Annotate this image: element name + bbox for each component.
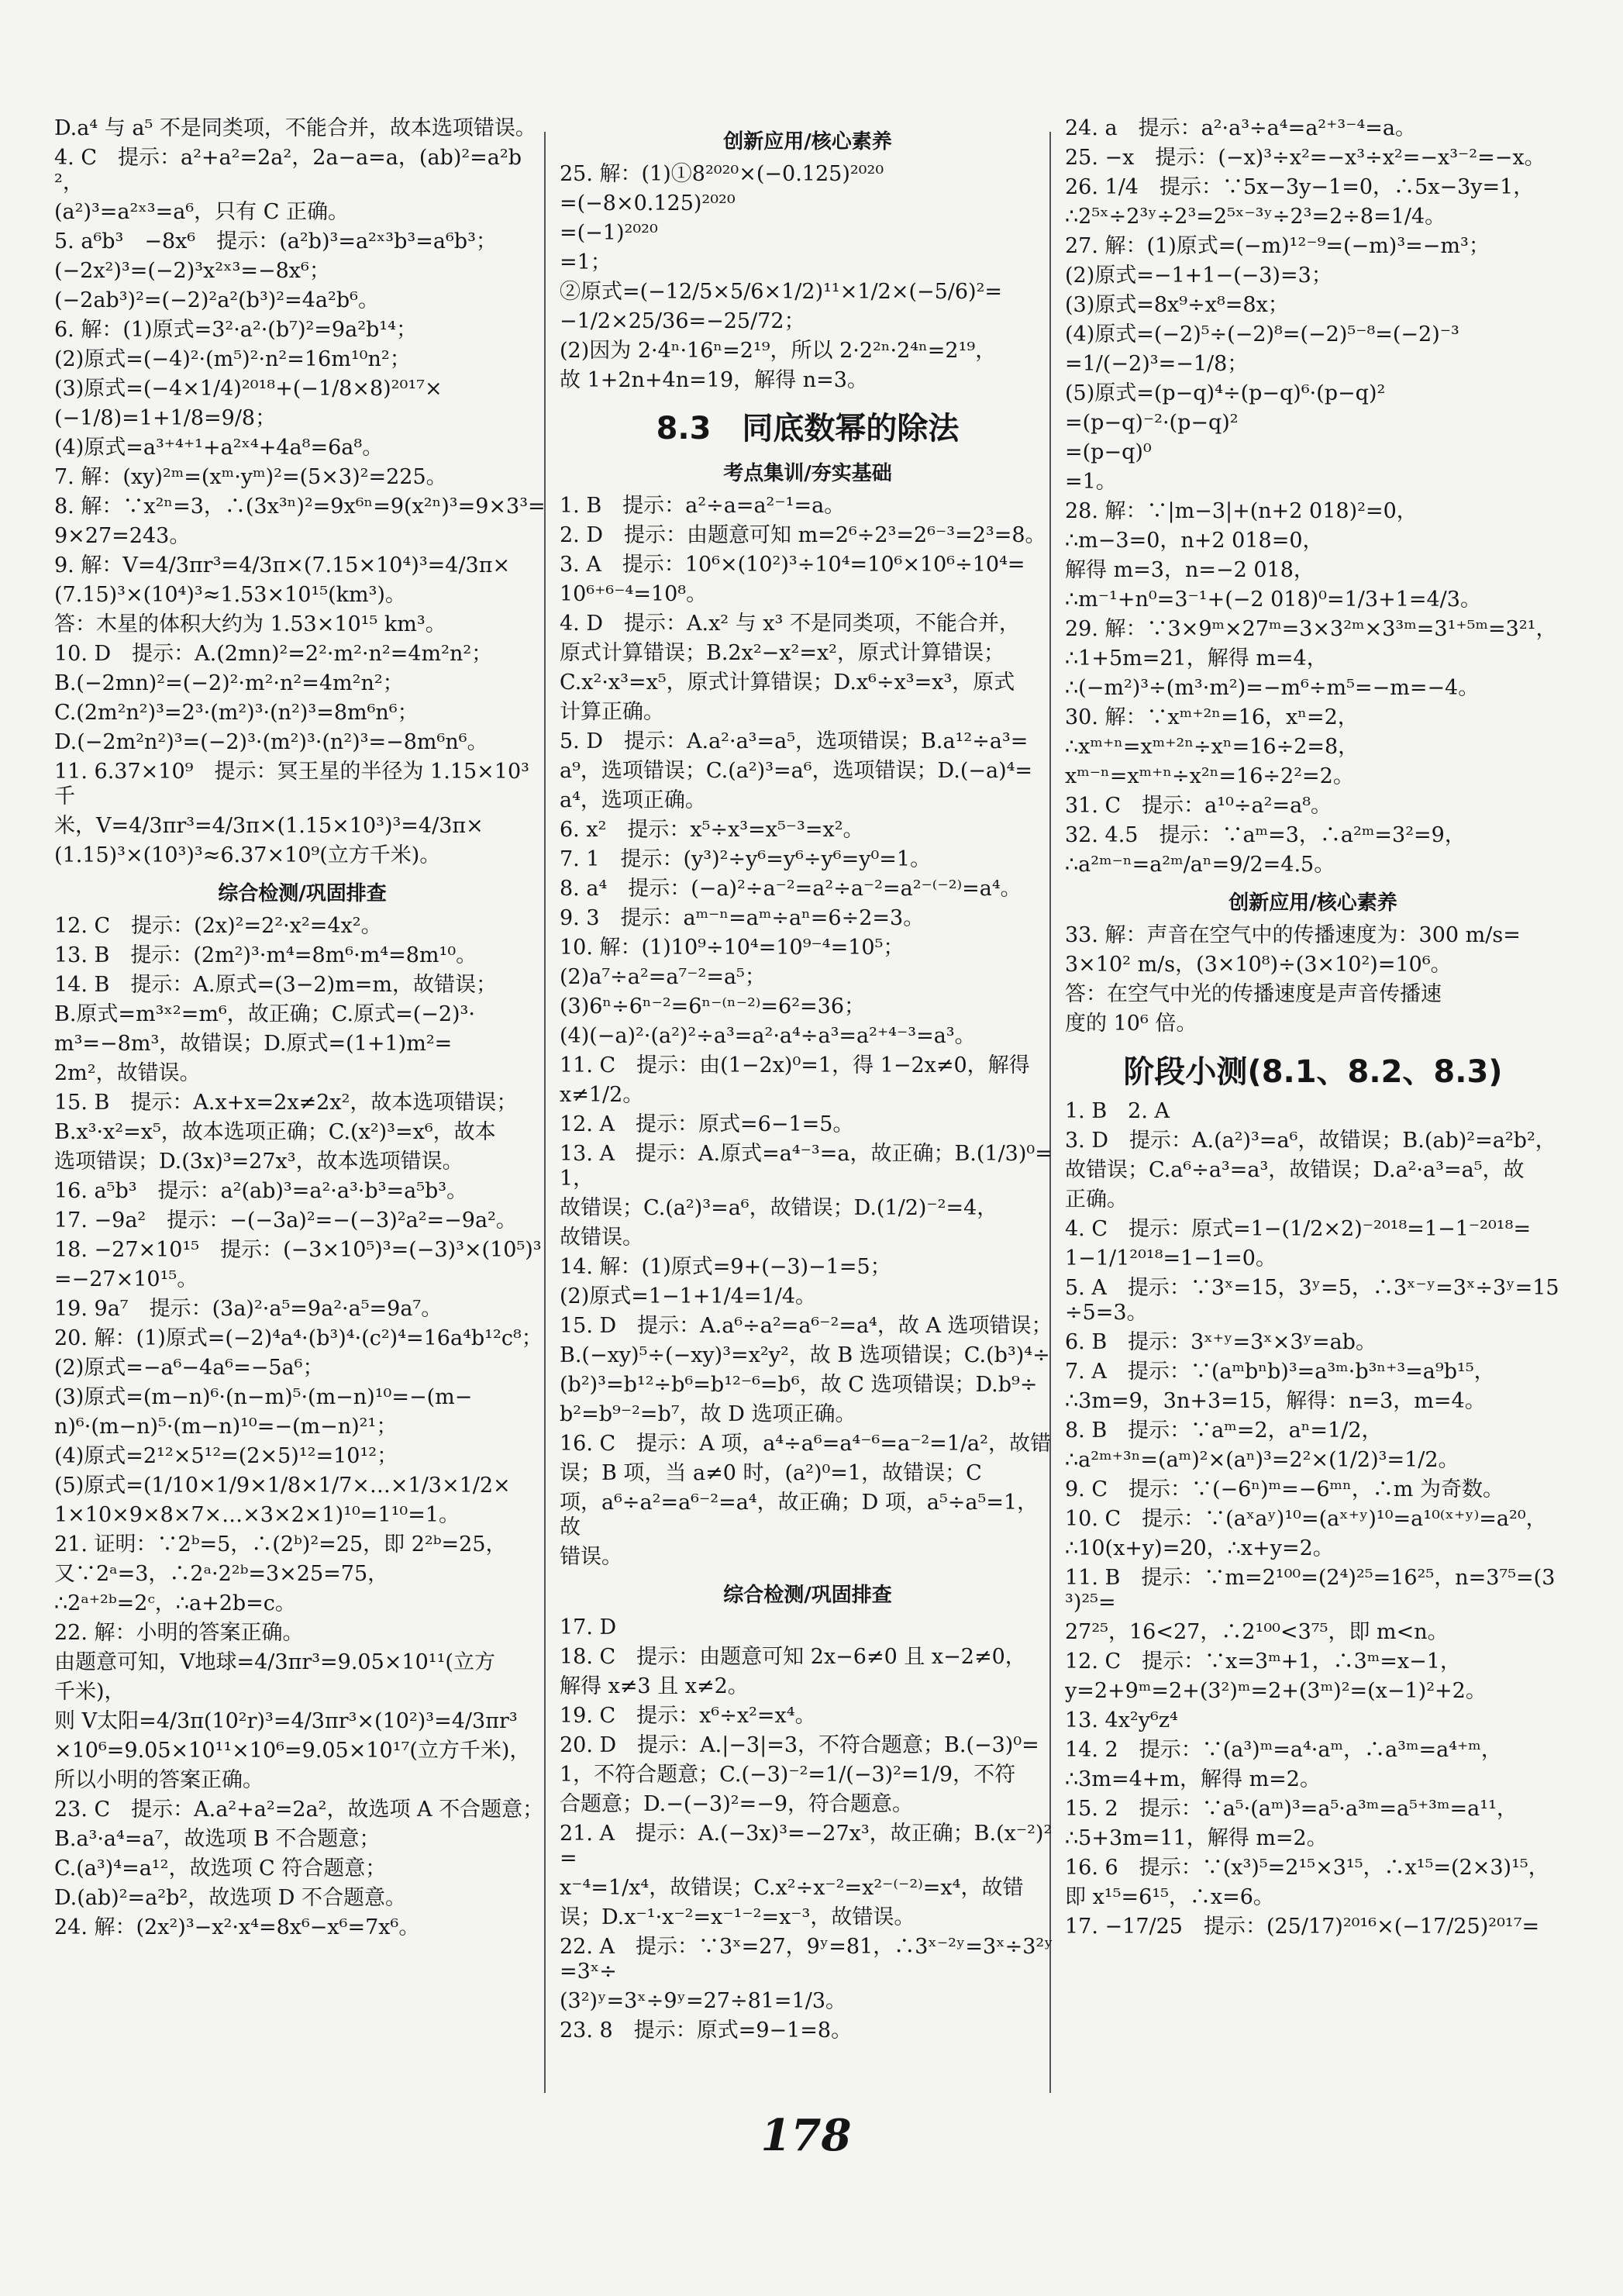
answer-line: 10. C 提示：∵(aˣaʸ)¹⁰=(aˣ⁺ʸ)¹⁰=a¹⁰⁽ˣ⁺ʸ⁾=a²⁰， bbox=[1065, 1507, 1547, 1531]
answer-line: =(−1)²⁰²⁰ bbox=[560, 221, 658, 245]
answer-line: 1. B 提示：a²÷a=a²⁻¹=a。 bbox=[560, 494, 846, 518]
answer-line: 13. B 提示：(2m²)³·m⁴=8m⁶·m⁴=8m¹⁰。 bbox=[54, 943, 477, 967]
answer-line: x≠1/2。 bbox=[560, 1083, 644, 1107]
answer-line: 选项错误；D.(3x)³=27x³，故本选项错误。 bbox=[54, 1150, 463, 1174]
answer-line: ∴a²ᵐ⁻ⁿ=a²ᵐ/aⁿ=9/2=4.5。 bbox=[1065, 853, 1335, 877]
answer-line: 解得 m=3，n=−2 018， bbox=[1065, 558, 1315, 582]
answer-line: 11. C 提示：由(1−2x)⁰=1，得 1−2x≠0，解得 bbox=[560, 1053, 1030, 1077]
answer-line: 6. B 提示：3ˣ⁺ʸ=3ˣ×3ʸ=ab。 bbox=[1065, 1330, 1377, 1354]
answer-line: 6. x² 提示：x⁵÷x³=x⁵⁻³=x²。 bbox=[560, 818, 864, 842]
answer-line: 14. 2 提示：∵(a³)ᵐ=a⁴·aᵐ，∴a³ᵐ=a⁴⁺ᵐ， bbox=[1065, 1738, 1502, 1762]
answer-line: (2)原式=(−4)²·(m⁵)²·n²=16m¹⁰n²； bbox=[54, 347, 411, 371]
answer-line: 14. B 提示：A.原式=(3−2)m=m，故错误； bbox=[54, 973, 497, 997]
answer-line: 21. 证明：∵2ᵇ=5，∴(2ᵇ)²=25，即 2²ᵇ=25， bbox=[54, 1532, 507, 1557]
answer-line: (2)原式=−1+1−(−3)=3； bbox=[1065, 264, 1332, 288]
answer-line: =(−8×0.125)²⁰²⁰ bbox=[560, 191, 736, 215]
answer-line: C.x²·x³=x⁵，原式计算错误；D.x⁶÷x³=x³，原式 bbox=[560, 671, 1015, 695]
answer-line: 原式计算错误；B.2x²−x²=x²，原式计算错误； bbox=[560, 641, 1004, 665]
answer-line: 8. a⁴ 提示：(−a)²÷a⁻²=a²÷a⁻²=a²⁻⁽⁻²⁾=a⁴。 bbox=[560, 877, 1022, 901]
answer-line: 19. C 提示：x⁶÷x²=x⁴。 bbox=[560, 1704, 816, 1728]
answer-line: 33. 解：声音在空气中的传播速度为：300 m/s= bbox=[1065, 923, 1521, 947]
answer-line: 故错误；C.(a²)³=a⁶，故错误；D.(1/2)⁻²=4， bbox=[560, 1196, 998, 1220]
answer-line: 22. A 提示：∵3ˣ=27，9ʸ=81，∴3ˣ⁻²ʸ=3ˣ÷3²ʸ=3ˣ÷ bbox=[560, 1935, 1053, 1984]
answer-line: 11. 6.37×10⁹ 提示：冥王星的半径为 1.15×10³ 千 bbox=[54, 760, 536, 808]
answer-line: (−1/8)=1+1/8=9/8； bbox=[54, 406, 277, 430]
answer-line: ②原式=(−12/5×5/6×1/2)¹¹×1/2×(−5/6)²= bbox=[560, 280, 1003, 304]
answer-line: (5)原式=(1/10×1/9×1/8×1/7×…×1/3×1/2× bbox=[54, 1474, 511, 1498]
answer-line: 18. C 提示：由题意可知 2x−6≠0 且 x−2≠0， bbox=[560, 1645, 1026, 1669]
answer-line: (4)原式=2¹²×5¹²=(2×5)¹²=10¹²； bbox=[54, 1444, 398, 1468]
answer-line: (4)原式=a³⁺⁴⁺¹+a²ˣ⁴+4a⁸=6a⁸。 bbox=[54, 436, 384, 460]
answer-line: 项，a⁶÷a²=a⁶⁻²=a⁴，故正确；D 项，a⁵÷a⁵=1，故 bbox=[560, 1491, 1039, 1539]
answer-line: a⁴，选项正确。 bbox=[560, 788, 706, 812]
answer-line: 故错误。 bbox=[560, 1226, 643, 1250]
answer-line: 12. C 提示：(2x)²=2²·x²=4x²。 bbox=[54, 914, 382, 938]
answer-line: 计算正确。 bbox=[560, 700, 664, 724]
answer-line: (3)6ⁿ÷6ⁿ⁻²=6ⁿ⁻⁽ⁿ⁻²⁾=6²=36； bbox=[560, 995, 866, 1019]
answer-line: B.(−2mn)²=(−2)²·m²·n²=4m²n²； bbox=[54, 671, 404, 695]
answer-line: 22. 解：小明的答案正确。 bbox=[54, 1621, 304, 1645]
answer-line: 28. 解：∵|m−3|+(n+2 018)²=0， bbox=[1065, 499, 1418, 523]
answer-line: 则 V太阳=4/3π(10²r)³=4/3πr³×(10²)³=4/3πr³ bbox=[54, 1709, 518, 1733]
answer-line: 错误。 bbox=[560, 1545, 622, 1569]
answer-line: 12. A 提示：原式=6−1=5。 bbox=[560, 1112, 854, 1136]
answer-line: (−2ab³)²=(−2)²a²(b³)²=4a²b⁶。 bbox=[54, 288, 379, 312]
answer-line: ∴(−m²)³÷(m³·m²)=−m⁶÷m⁵=−m=−4。 bbox=[1065, 676, 1480, 700]
answer-line: 13. A 提示：A.原式=a⁴⁻³=a，故正确；B.(1/3)⁰=1， bbox=[560, 1142, 1053, 1191]
answer-line: 29. 解：∵3×9ᵐ×27ᵐ=3×3²ᵐ×3³ᵐ=3¹⁺⁵ᵐ=3²¹， bbox=[1065, 617, 1557, 641]
answer-line: 25. 解：(1)①8²⁰²⁰×(−0.125)²⁰²⁰ bbox=[560, 162, 884, 186]
answer-line: 20. D 提示：A.|−3|=3，不符合题意；B.(−3)⁰= bbox=[560, 1733, 1039, 1757]
answer-line: (2)原式=−a⁶−4a⁶=−5a⁶； bbox=[54, 1356, 324, 1380]
answer-line: 4. C 提示：a²+a²=2a²，2a−a=a，(ab)²=a²b²， bbox=[54, 146, 522, 195]
answer-line: 30. 解：∵xᵐ⁺²ⁿ=16，xⁿ=2， bbox=[1065, 705, 1359, 729]
answer-line: 3. D 提示：A.(a²)³=a⁶，故错误；B.(ab)²=a²b²， bbox=[1065, 1129, 1556, 1153]
answer-line: xᵐ⁻ⁿ=xᵐ⁺ⁿ÷x²ⁿ=16÷2²=2。 bbox=[1065, 764, 1354, 788]
answer-line: C.(2m²n²)³=2³·(m²)³·(n²)³=8m⁶n⁶； bbox=[54, 701, 419, 725]
answer-line: 5. A 提示：∵3ˣ=15，3ʸ=5，∴3ˣ⁻ʸ=3ˣ÷3ʸ=15÷5=3。 bbox=[1065, 1276, 1559, 1325]
answer-line: 米，V=4/3πr³=4/3π×(1.15×10³)³=4/3π× bbox=[54, 814, 484, 838]
answer-line: 19. 9a⁷ 提示：(3a)²·a⁵=9a²·a⁵=9a⁷。 bbox=[54, 1297, 443, 1321]
answer-line: (−2x²)³=(−2)³x²ˣ³=−8x⁶； bbox=[54, 259, 330, 283]
answer-line: =1； bbox=[560, 250, 612, 274]
answer-line: 1. B 2. A bbox=[1065, 1099, 1170, 1123]
answer-line: D.a⁴ 与 a⁵ 不是同类项，不能合并，故本选项错误。 bbox=[54, 116, 536, 140]
answer-line: 由题意可知，V地球=4/3πr³=9.05×10¹¹(立方 bbox=[54, 1650, 495, 1674]
answer-line: ∴2⁵ˣ÷2³ʸ÷2³=2⁵ˣ⁻³ʸ÷2³=2÷8=1/4。 bbox=[1065, 205, 1446, 229]
answer-line: B.(−xy)⁵÷(−xy)³=x²y²，故 B 选项错误；C.(b³)⁴÷ bbox=[560, 1343, 1050, 1367]
answer-line: −1/2×25/36=−25/72； bbox=[560, 309, 805, 333]
answer-line: 故 1+2n+4n=19，解得 n=3。 bbox=[560, 368, 868, 392]
answer-line: (3)原式=8x⁹÷x⁸=8x； bbox=[1065, 293, 1289, 317]
chapter-heading: 阶段小测(8.1、8.2、8.3) bbox=[1123, 1054, 1503, 1090]
answer-line: 1−1/1²⁰¹⁸=1−1=0。 bbox=[1065, 1246, 1277, 1270]
answer-line: 千米)， bbox=[54, 1680, 126, 1704]
answer-line: (3)原式=(−4×1/4)²⁰¹⁸+(−1/8×8)²⁰¹⁷× bbox=[54, 377, 443, 401]
answer-line: 正确。 bbox=[1065, 1188, 1128, 1212]
answer-line: 4. D 提示：A.x² 与 x³ 不是同类项，不能合并， bbox=[560, 612, 1020, 636]
answer-line: 16. a⁵b³ 提示：a²(ab)³=a²·a³·b³=a⁵b³。 bbox=[54, 1179, 468, 1203]
answer-line: 15. 2 提示：∵a⁵·(aᵐ)³=a⁵·a³ᵐ=a⁵⁺³ᵐ=a¹¹， bbox=[1065, 1797, 1518, 1821]
answer-line: b²=b⁹⁻²=b⁷，故 D 选项正确。 bbox=[560, 1402, 856, 1426]
answer-line: 23. C 提示：A.a²+a²=2a²，故选项 A 不合题意； bbox=[54, 1798, 544, 1822]
answer-line: (2)a⁷÷a²=a⁷⁻²=a⁵； bbox=[560, 965, 766, 989]
answer-line: m³=−8m³，故错误；D.原式=(1+1)m²= bbox=[54, 1032, 453, 1056]
answer-line: D.(ab)²=a²b²，故选项 D 不合题意。 bbox=[54, 1886, 407, 1910]
answer-line: 16. C 提示：A 项，a⁴÷a⁶=a⁴⁻⁶=a⁻²=1/a²，故错 bbox=[560, 1432, 1051, 1456]
section-heading: 考点集训/夯实基础 bbox=[723, 462, 892, 485]
answer-line: 14. 解：(1)原式=9+(−3)−1=5； bbox=[560, 1255, 891, 1279]
answer-line: (7.15)³×(10⁴)³≈1.53×10¹⁵(km³)。 bbox=[54, 583, 406, 607]
section-heading: 综合检测/巩固排查 bbox=[723, 1584, 892, 1607]
answer-line: (3)原式=(m−n)⁶·(n−m)⁵·(m−n)¹⁰=−(m− bbox=[54, 1385, 473, 1409]
column-left bbox=[54, 116, 550, 2101]
answer-line: 8. 解：∵x²ⁿ=3，∴(3x³ⁿ)²=9x⁶ⁿ=9(x²ⁿ)³=9×3³= bbox=[54, 495, 546, 519]
answer-line: ∴2ᵃ⁺²ᵇ=2ᶜ，∴a+2b=c。 bbox=[54, 1591, 296, 1615]
answer-line: 9. 解：V=4/3πr³=4/3π×(7.15×10⁴)³=4/3π× bbox=[54, 553, 511, 577]
answer-line: =1/(−2)³=−1/8； bbox=[1065, 352, 1249, 376]
answer-line: =(p−q)⁰ bbox=[1065, 440, 1152, 464]
answer-line: 23. 8 提示：原式=9−1=8。 bbox=[560, 2018, 853, 2043]
answer-line: 10⁶⁺⁶⁻⁴=10⁸。 bbox=[560, 582, 708, 606]
answer-line: 答：在空气中光的传播速度是声音传播速 bbox=[1065, 982, 1442, 1006]
answer-line: (1.15)³×(10³)³≈6.37×10⁹(立方千米)。 bbox=[54, 843, 441, 867]
answer-line: 5. D 提示：A.a²·a³=a⁵，选项错误；B.a¹²÷a³= bbox=[560, 729, 1029, 753]
answer-line: 7. 解：(xy)²ᵐ=(xᵐ·yᵐ)²=(5×3)²=225。 bbox=[54, 465, 447, 489]
answer-line: 31. C 提示：a¹⁰÷a²=a⁸。 bbox=[1065, 794, 1332, 818]
page-number: 178 bbox=[760, 2110, 852, 2161]
answer-line: ×10⁶=9.05×10¹¹×10⁶=9.05×10¹⁷(立方千米)， bbox=[54, 1739, 531, 1763]
answer-line: 10. D 提示：A.(2mn)²=2²·m²·n²=4m²n²； bbox=[54, 642, 493, 666]
answer-line: 9. 3 提示：aᵐ⁻ⁿ=aᵐ÷aⁿ=6÷2=3。 bbox=[560, 906, 925, 930]
answer-line: 所以小明的答案正确。 bbox=[54, 1768, 264, 1792]
answer-line: 16. 6 提示：∵(x³)⁵=2¹⁵×3¹⁵，∴x¹⁵=(2×3)¹⁵， bbox=[1065, 1856, 1549, 1880]
answer-line: =1。 bbox=[1065, 470, 1117, 494]
answer-line: 26. 1/4 提示：∵5x−3y−1=0，∴5x−3y=1， bbox=[1065, 175, 1535, 199]
answer-line: 17. −9a² 提示：−(−3a)²=−(−3)²a²=−9a²。 bbox=[54, 1208, 517, 1232]
answer-line: 15. B 提示：A.x+x=2x≠2x²，故本选项错误； bbox=[54, 1091, 518, 1115]
section-heading: 综合检测/巩固排查 bbox=[218, 882, 387, 905]
answer-line: (4)(−a)²·(a²)²÷a³=a²·a⁴÷a³=a²⁺⁴⁻³=a³。 bbox=[560, 1024, 976, 1048]
answer-line: 12. C 提示：∵x=3ᵐ+1，∴3ᵐ=x−1， bbox=[1065, 1650, 1461, 1674]
answer-line: 21. A 提示：A.(−3x)³=−27x³，故正确；B.(x⁻²)²= bbox=[560, 1822, 1053, 1870]
answer-line: 解得 x≠3 且 x≠2。 bbox=[560, 1674, 749, 1698]
answer-line: B.a³·a⁴=a⁷，故选项 B 不合题意； bbox=[54, 1827, 381, 1851]
answer-line: 15. D 提示：A.a⁶÷a²=a⁶⁻²=a⁴，故 A 选项错误； bbox=[560, 1314, 1053, 1338]
answer-line: 8. B 提示：∵aᵐ=2，aⁿ=1/2， bbox=[1065, 1419, 1383, 1443]
answer-line: B.x³·x²=x⁵，故本选项正确；C.(x²)³=x⁶，故本 bbox=[54, 1120, 496, 1144]
answer-line: 3. A 提示：10⁶×(10²)³÷10⁴=10⁶×10⁶÷10⁴= bbox=[560, 553, 1025, 577]
answer-line: (2)因为 2·4ⁿ·16ⁿ=2¹⁹，所以 2·2²ⁿ·2⁴ⁿ=2¹⁹， bbox=[560, 339, 997, 363]
answer-line: ∴3m=4+m，解得 m=2。 bbox=[1065, 1767, 1321, 1791]
answer-line: B.原式=m³ˣ²=m⁶，故正确；C.原式=(−2)³· bbox=[54, 1002, 475, 1026]
column-right bbox=[1065, 116, 1561, 2101]
answer-line: 17. D bbox=[560, 1615, 617, 1639]
answer-line: ∴m⁻¹+n⁰=3⁻¹+(−2 018)⁰=1/3+1=4/3。 bbox=[1065, 588, 1481, 612]
answer-line: 2m²，故错误。 bbox=[54, 1061, 201, 1085]
answer-line: x⁻⁴=1/x⁴，故错误；C.x²÷x⁻²=x²⁻⁽⁻²⁾=x⁴，故错 bbox=[560, 1876, 1024, 1900]
answer-line: ∴5+3m=11，解得 m=2。 bbox=[1065, 1826, 1328, 1850]
answer-line: (2)原式=1−1+1/4=1/4。 bbox=[560, 1284, 817, 1308]
answer-line: ∴xᵐ⁺ⁿ=xᵐ⁺²ⁿ÷xⁿ=16÷2=8， bbox=[1065, 735, 1359, 759]
answer-line: (3²)ʸ=3ˣ÷9ʸ=27÷81=1/3。 bbox=[560, 1989, 847, 2013]
answer-line: 6. 解：(1)原式=3²·a²·(b⁷)²=9a²b¹⁴； bbox=[54, 318, 417, 342]
answer-line: ∴3m=9，3n+3=15，解得：n=3，m=4。 bbox=[1065, 1389, 1486, 1413]
answer-line: 10. 解：(1)10⁹÷10⁴=10⁹⁻⁴=10⁵； bbox=[560, 936, 905, 960]
answer-line: 即 x¹⁵=6¹⁵，∴x=6。 bbox=[1065, 1885, 1274, 1909]
answer-line: 17. −17/25 提示：(25/17)²⁰¹⁶×(−17/25)²⁰¹⁷= bbox=[1065, 1915, 1540, 1939]
answer-line: 误；D.x⁻¹·x⁻²=x⁻¹⁻²=x⁻³，故错误。 bbox=[560, 1905, 915, 1929]
answer-line: 误；B 项，当 a≠0 时，(a²)⁰=1，故错误；C bbox=[560, 1461, 982, 1485]
answer-line: 24. a 提示：a²·a³÷a⁴=a²⁺³⁻⁴=a。 bbox=[1065, 116, 1417, 140]
answer-line: 2. D 提示：由题意可知 m=2⁶÷2³=2⁶⁻³=2³=8。 bbox=[560, 523, 1046, 547]
answer-line: 度的 10⁶ 倍。 bbox=[1065, 1012, 1197, 1036]
answer-line: 故错误；C.a⁶÷a³=a³，故错误；D.a²·a³=a⁵，故 bbox=[1065, 1158, 1525, 1182]
answer-line: a⁹，选项错误；C.(a²)³=a⁶，选项错误；D.(−a)⁴= bbox=[560, 759, 1033, 783]
answer-line: =−27×10¹⁵。 bbox=[54, 1267, 198, 1291]
answer-line: 20. 解：(1)原式=(−2)⁴a⁴·(b³)⁴·(c²)⁴=16a⁴b¹²c⁸； bbox=[54, 1326, 543, 1350]
section-heading: 创新应用/核心素养 bbox=[723, 130, 892, 153]
answer-line: 又∵2ᵃ=3，∴2ᵃ·2²ᵇ=3×25=75， bbox=[54, 1562, 389, 1586]
answer-line: 1×10×9×8×7×…×3×2×1)¹⁰=1¹⁰=1。 bbox=[54, 1503, 460, 1527]
answer-line: (a²)³=a²ˣ³=a⁶，只有 C 正确。 bbox=[54, 200, 349, 224]
answer-line: 5. a⁶b³ −8x⁶ 提示：(a²b)³=a²ˣ³b³=a⁶b³； bbox=[54, 229, 497, 253]
answer-line: 7. 1 提示：(y³)²÷y⁶=y⁶÷y⁶=y⁰=1。 bbox=[560, 847, 932, 871]
answer-line: 9×27=243。 bbox=[54, 524, 191, 548]
answer-line: (5)原式=(p−q)⁴÷(p−q)⁶·(p−q)² bbox=[1065, 381, 1386, 405]
answer-line: ∴m−3=0，n+2 018=0， bbox=[1065, 529, 1324, 553]
chapter-heading: 8.3 同底数幂的除法 bbox=[656, 411, 960, 446]
answer-line: y=2+9ᵐ=2+(3²)ᵐ=2+(3ᵐ)²=(x−1)²+2。 bbox=[1065, 1679, 1487, 1703]
answer-line: 27. 解：(1)原式=(−m)¹²⁻⁹=(−m)³=−m³； bbox=[1065, 234, 1490, 258]
answer-line: C.(a³)⁴=a¹²，故选项 C 符合题意； bbox=[54, 1856, 387, 1881]
answer-line: (4)原式=(−2)⁵÷(−2)⁸=(−2)⁵⁻⁸=(−2)⁻³ bbox=[1065, 322, 1459, 346]
answer-line: 7. A 提示：∵(aᵐbⁿb)³=a³ᵐ·b³ⁿ⁺³=a⁹b¹⁵， bbox=[1065, 1360, 1495, 1384]
answer-line: n)⁶·(m−n)⁵·(m−n)¹⁰=−(m−n)²¹； bbox=[54, 1415, 398, 1439]
answer-line: D.(−2m²n²)³=(−2)³·(m²)³·(n²)³=−8m⁶n⁶。 bbox=[54, 730, 488, 754]
answer-line: 4. C 提示：原式=1−(1/2×2)⁻²⁰¹⁸=1−1⁻²⁰¹⁸= bbox=[1065, 1217, 1532, 1241]
answer-line: 24. 解：(2x²)³−x²·x⁴=8x⁶−x⁶=7x⁶。 bbox=[54, 1915, 420, 1939]
answer-line: 3×10² m/s，(3×10⁸)÷(3×10²)=10⁶。 bbox=[1065, 953, 1452, 977]
answer-line: 11. B 提示：∵m=2¹⁰⁰=(2⁴)²⁵=16²⁵，n=3⁷⁵=(3³)²⁵= bbox=[1065, 1566, 1556, 1615]
answer-line: 27²⁵，16<27，∴2¹⁰⁰<3⁷⁵，即 m<n。 bbox=[1065, 1620, 1449, 1644]
answer-line: =(p−q)⁻²·(p−q)² bbox=[1065, 411, 1239, 435]
answer-line: ∴10(x+y)=20，∴x+y=2。 bbox=[1065, 1536, 1334, 1560]
answer-line: ∴1+5m=21，解得 m=4， bbox=[1065, 646, 1328, 671]
answer-line: 13. 4x²y⁶z⁴ bbox=[1065, 1708, 1178, 1732]
answer-line: 32. 4.5 提示：∵aᵐ=3，∴a²ᵐ=3²=9， bbox=[1065, 823, 1466, 847]
answer-line: 25. −x 提示：(−x)³÷x²=−x³÷x²=−x³⁻²=−x。 bbox=[1065, 146, 1545, 170]
answer-line: (b²)³=b¹²÷b⁶=b¹²⁻⁶=b⁶，故 C 选项错误；D.b⁹÷ bbox=[560, 1373, 1038, 1397]
answer-line: 合题意；D.−(−3)²=−9，符合题意。 bbox=[560, 1792, 914, 1816]
answer-line: 18. −27×10¹⁵ 提示：(−3×10⁵)³=(−3)³×(10⁵)³ bbox=[54, 1238, 542, 1262]
answer-line: 答：木星的体积大约为 1.53×10¹⁵ km³。 bbox=[54, 612, 446, 636]
answer-line: 9. C 提示：∵(−6ⁿ)ᵐ=−6ᵐⁿ，∴m 为奇数。 bbox=[1065, 1477, 1504, 1501]
answer-line: ∴a²ᵐ⁺³ⁿ=(aᵐ)²×(aⁿ)³=2²×(1/2)³=1/2。 bbox=[1065, 1448, 1459, 1472]
column-middle bbox=[560, 116, 1056, 2101]
section-heading: 创新应用/核心素养 bbox=[1228, 891, 1397, 915]
answer-line: 1，不符合题意；C.(−3)⁻²=1/(−3)²=1/9，不符 bbox=[560, 1763, 1016, 1787]
